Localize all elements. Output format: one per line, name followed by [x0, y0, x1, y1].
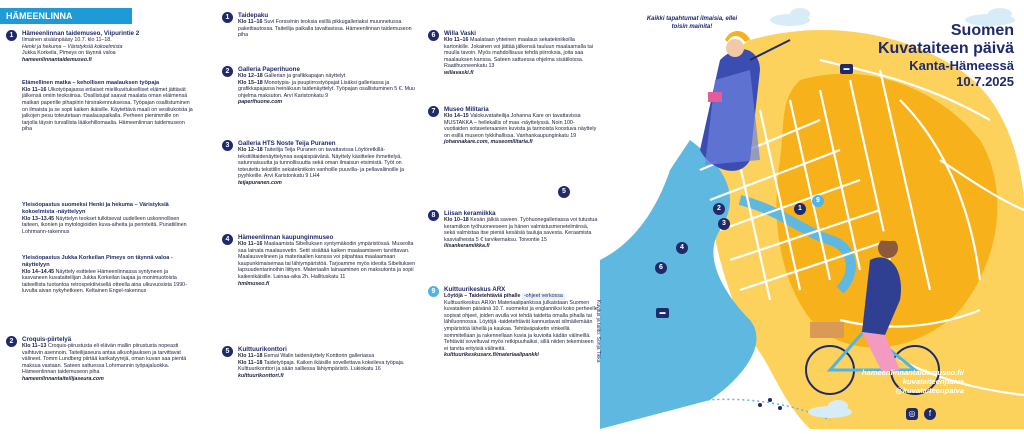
event-title: Galleria HTS Noste Teija Puranen	[238, 140, 336, 147]
map-pin-9[interactable]: 9	[812, 195, 824, 207]
subevent-text: Näyttely esittelee Hämeenlinnassa syntyneen ja kasvaneen kuvataiteilijan Jukka Korkeilan laajaa ja monimuotoista taiteellista tuotantoa retrospektiivisellä otteella aina ulkuvuosista 1990-luvulta aivan nykyhetkeen. Keltainen Engel-rakennus	[22, 268, 187, 295]
event-number: 2	[6, 336, 17, 347]
event-text: Kesän jälkiä saveen. Työhuonegalleriassa voi tutustua keramiikon työhuoneeseen ja hänen valmistusmenetelmiinsä, sekä valmistaa itse pieniä kesäisiä tauluja savesta. Keraamista kasvialheista 5 € tarvikemaksu. Toivontie 15	[444, 217, 598, 243]
event-title: Croquis-piirtelyä	[22, 336, 72, 343]
event-kaupunginmuseo	[222, 234, 417, 287]
event-link[interactable]: johannakare.com, museomilitaria.fi	[444, 139, 533, 146]
event-title: Kulttuurikonttori	[238, 346, 287, 353]
event-link[interactable]: kulttuurikonttori.fi	[238, 372, 284, 379]
subevent-time: Klo 13–13.45	[22, 215, 55, 222]
event-number: 1	[6, 30, 17, 41]
event-link[interactable]: hmlmuseo.fi	[238, 280, 270, 287]
subevent-text: Näyttelyn teokset tulkitsevat uudelleen uskonnollisen taiteen, ikonien ja mytologioiden kuva-aiheita ja perinteitä. Punatiilinen Lohrmann-rakennus	[22, 215, 187, 235]
event-paperihuone	[222, 66, 417, 106]
event-title: Kulttuurikeskus ARX	[444, 286, 506, 293]
event-time: Klo 11–18	[238, 353, 263, 359]
event-text: Jukka Korkeila, Pimeys on täynnä valoa	[22, 50, 116, 57]
event-time: Klo 15–18	[238, 79, 263, 86]
event-text: Ilmainen sisäänpääsy 10.7. klo 11–18.	[22, 37, 112, 43]
map-pin-2[interactable]: 2	[713, 203, 725, 215]
facebook-icon[interactable]: f	[924, 408, 936, 420]
event-time: Klo 11–16	[238, 19, 263, 25]
instagram-icon[interactable]: ◎	[906, 408, 918, 420]
event-museo-militaria	[428, 106, 598, 146]
event-text: Suvi Forssénin teoksia esillä pikkugalleriaksi muunnetussa pakettiautossa. Taiteilija paikalla tavattavissa. Hämeenlinnan taidemuseon piha	[238, 19, 412, 39]
event-link[interactable]: kulttuurikeskusarx.fi/materiaalipankki	[444, 352, 539, 359]
event-title: Taidepaku	[238, 12, 269, 19]
footer-links	[862, 368, 964, 395]
event-time: Klo 12–18	[238, 73, 263, 79]
event-time: Klo 10–18	[444, 217, 469, 223]
event-subtitle: Löytöjä – Taidetehtäviä pihalle	[444, 293, 521, 299]
event-liisan-keramiikka	[428, 210, 598, 250]
subevent-title: Yleisöopastus Jukka Korkeilan Pimeys on täynnä valoa -näyttelyyn	[22, 255, 173, 268]
event-link[interactable]: teijapuranen.com	[238, 179, 282, 186]
event-title-block	[878, 22, 1014, 90]
title-line-2: Kuvataiteen päivä	[877, 40, 1014, 57]
subevent-time: Klo 14–14.45	[22, 268, 55, 275]
event-time: Klo 11–16	[238, 241, 263, 247]
web-instructions-badge[interactable]: -ohjeet verkossa	[523, 293, 563, 299]
event-title: Hämeenlinnan taidemuseo, Viipurintie 2	[22, 30, 140, 37]
event-text: Maalaamista Sibeliuksen syntymäkodin ympäristössä. Museolta saa lainata maalausvetin. Setit sisältää kaiken maalaamiseen tarvittavan. Maalausvelineen ja materiaalien kanssa voi piipahtaa maalaamaan kaupunkimaisemaa tai lähiympäristöä. Tarjoamme myös ideoita Sibeliuksen lapsuudentarinoihin liittyen. Materiaalin lainaaminen on maksutonta ja sopii kaikenikäisille. Lainaa-aika 2h. Hallituskatu 11	[238, 241, 416, 280]
event-title: Willa Vaski	[444, 30, 476, 37]
event-time: Klo 14–15	[444, 113, 469, 119]
subevent-title: Yleisöopastus suomeksi Henki ja hekuma – Väristyksiä kokoelmista -näyttelyyn	[22, 202, 169, 215]
city-header: HÄMEENLINNA	[0, 8, 132, 24]
bus-icon: ▬	[656, 308, 669, 318]
subevent-title: Elämellinen matka – kehollisen maalauksen työpaja	[22, 80, 160, 86]
event-text: Maalataan yhteinen maalaus sekatekniikoilla kartonkille. Jokainen voi jättää jälkensä tauluun maalaamalla tai muulla tavoin. Myös mahdollisuus tehdä piirroksia, joita saa maalauksen kanssa. Sateen sattuessa ohjelma sisätiloissa. Raatihuoneenkatu 13	[444, 37, 593, 70]
free-events-note: Kaikki tapahtumat ilmaisia, ellei toisin mainita!	[646, 16, 738, 30]
event-number: 6	[428, 30, 439, 41]
event-number: 3	[222, 140, 233, 151]
event-time: Klo 11–16	[444, 37, 469, 43]
event-number: 5	[222, 346, 233, 357]
event-link[interactable]: hameenlinnantaidemuseo.fi	[22, 56, 92, 63]
subevent-tour-1	[22, 202, 194, 235]
map-pin-6[interactable]: 6	[655, 262, 667, 274]
event-number: 1	[222, 12, 233, 23]
event-text: Croquis-piirustusta eli elävän mallin piirustusta nopeasti vaihtuvin asennoin. Taiteilijaseura antaa alkuohjauksen ja tarvittavat välineet. Tomm Lundberg piirtää karikatyyrejä, oman kuvan saa pientä maksua vastaan. Sateen sattuessa Lohrmannin työpajaluokka. Hämeenlinnan taidemuseon piha	[22, 343, 187, 376]
event-link[interactable]: willavaski.fi	[444, 69, 474, 76]
event-text: Taiteilija Teija Puranen on tavattavissa Löytöretkillä-tekstiilitaidenäyttelynsa avajaispäivänä. Näyttely käsittelee ihmettelyä, satunnaisuutta ja tunnollisuutta sekä oman ilmaisun etsimistä. Työt on toteutettu tekstiilin sekatekniikoin vanhoille puuvilla- ja pellavaliinoille ja pyyhkeille. Arvi Karistonkatu 9 LH4	[238, 147, 405, 180]
map-pin-4[interactable]: 4	[676, 242, 688, 254]
subevent-tour-2	[22, 255, 194, 295]
event-hameenlinnan-taidemuseo	[6, 30, 194, 63]
title-line-3: Kanta-Hämeessä	[909, 58, 1014, 73]
event-text: Gallerian ja grafikkapajan näyttelyt	[264, 73, 346, 79]
footer-handle[interactable]: @kuvataiteenpaiva	[895, 386, 964, 395]
event-time: Klo 12–18	[238, 147, 263, 153]
event-text: Taidetyöpaja. Kaiken ikäisille sovellettava kokeileva työpaja. Kulttuurikonttori ja sään salliessa lähiympäristö. Lukiokatu 16	[238, 359, 405, 373]
event-number: 8	[428, 210, 439, 221]
event-number: 7	[428, 106, 439, 117]
event-willa-vaski	[428, 30, 598, 77]
event-text: Valokuvataiteilija Johanna Kare on tavattavissa MUSTAKKA – hellekallis of maa -näyttelyssä. Noin 100-vuotiaiden sotaveteraanien kuvista ja tarinoista koostuva näyttely on esillä museon tykkihallissa. Vanhankaupunginkatu 19	[444, 113, 597, 139]
map-pin-3[interactable]: 3	[718, 218, 730, 230]
event-link[interactable]: hameenlinnantaiteilijaseura.com	[22, 375, 104, 382]
map-pin-5[interactable]: 5	[558, 186, 570, 198]
event-time: Klo 11–18	[238, 359, 263, 366]
event-number: 9	[428, 286, 439, 297]
event-time: Klo 11–13	[22, 343, 47, 349]
event-number: 4	[222, 234, 233, 245]
subevent-text: Ulkotyöpajassa erilaiset mielikuvitukselliset eläimet jättävät jälkensä omiin teoksiinsa. Osallistujat saavat maalata oman eläimensä matkan paperille pihapiirin hirsirakennuksessa. Työpajan osallistuminen on ilmaista ja se sopii kaiken ikäisille. Käytettävä maali on vesiliukoista ja jalkojen pesu toteutetaan maalauspaikalla. Perheen pienimmille on tarjolla täysin turvallista lääkehillomaalia. Hämeenlinnan taidemuseon piha	[22, 86, 193, 133]
footer-link-1[interactable]: hameenlinnantaidemuseo.fi/	[861, 368, 964, 377]
title-line-4: 10.7.2025	[956, 74, 1014, 89]
event-link[interactable]: liisankeramiikka.fi	[444, 243, 490, 250]
event-title: Museo Militaria	[444, 106, 489, 113]
event-text: Monotypia- ja puupiirrostyöpajat Lisäksi galleriassa ja grafikkapajassa heinäkuun taidenäyttelyt. Työpajan osallistuminen 5 €. Muu ohjelma maksuton. Arvi Karistonkatu 9	[238, 79, 415, 99]
event-title: Liisan keramiikka	[444, 210, 496, 217]
event-text: Kulttuurikeskus ARXin Materiaalipankissa julkaistaan Suomen kuvataiteen päivänä 10.7. suomeksi ja englanniksi koko perheelle sopivat ohjeet, joiden avulla voi tehdä taidetta omalla pihalla tai lähiluonnossa. Löytöjä -taidetehtävät kannustavat silmäilemään ympäristöä lähellä ja kaukaa. Tehtäväpaketin vinkeillä sommitellaan ja rakennellaan kuvia ja kuvioita kädän välineillä. Tehtävät soveltuvat myös retkipuuhaiksi, sillä niiden tekemiseen ei tarvita erityisiä välineitä.	[444, 299, 598, 352]
illustration-credit: Kuvitus ja taitto: Sonja Tikka	[595, 300, 601, 363]
footer-link-2[interactable]: kuvataiteenpaiva	[902, 377, 964, 386]
event-text: Henki ja hekuma – Väristyksiä kokoelmista	[22, 43, 123, 50]
subevent-time: Klo 11–16	[22, 86, 47, 93]
event-arx	[428, 286, 598, 359]
map-pin-1[interactable]: 1	[794, 203, 806, 215]
event-title: Galleria Paperihuone	[238, 66, 300, 73]
train-icon: ▬	[840, 64, 853, 74]
event-hts-noste	[222, 140, 417, 187]
event-number: 2	[222, 66, 233, 77]
event-taidepaku	[222, 12, 417, 39]
event-link[interactable]: paperihuone.com	[238, 99, 283, 106]
event-croquis	[6, 336, 194, 383]
event-text: Eemai Walin taidenäyttely Konttorin galleriassa	[263, 353, 375, 359]
event-title: Hämeenlinnan kaupunginmuseo	[238, 234, 334, 241]
title-line-1: Suomen	[950, 22, 1014, 39]
subevent-workshop	[22, 80, 194, 133]
event-kulttuurikonttori	[222, 346, 417, 379]
